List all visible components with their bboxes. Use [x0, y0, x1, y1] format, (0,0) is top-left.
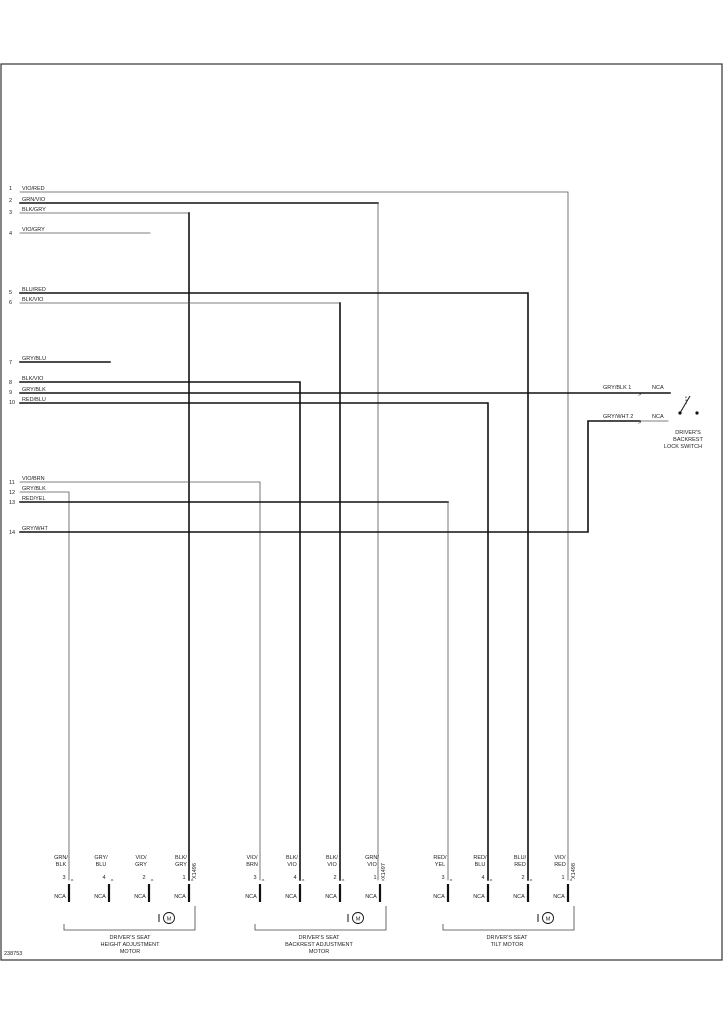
motor-pin-number: 2 — [333, 875, 337, 881]
motor-label: TILT MOTOR — [490, 942, 524, 948]
motor-pin-color-label: VIO/ — [554, 855, 566, 861]
motor-pin-number: 3 — [253, 875, 257, 881]
motor-pin-nca: NCA — [245, 894, 257, 900]
motor-pin-color-label: GRY/ — [94, 855, 108, 861]
pin-number: 3 — [9, 210, 13, 216]
wire-color-label: GRY/BLK — [22, 486, 46, 492]
terminal-mark: ^ — [489, 879, 493, 885]
motor-body-outline — [64, 906, 195, 930]
motor-pin-color-label: YEL — [434, 862, 446, 868]
motor-pin-nca: NCA — [433, 894, 445, 900]
motor-pin-number: 1 — [373, 875, 377, 881]
pin-number: 4 — [9, 231, 13, 237]
terminal-mark: ^ — [341, 879, 345, 885]
connector-id: X1497 — [381, 863, 387, 879]
pin-number: 1 — [9, 186, 13, 192]
connector-pins — [9, 186, 49, 536]
motor-pin-color-label: RED — [514, 862, 526, 868]
wire-color-label: BLK/VIO — [22, 376, 44, 382]
motor-pin-color-label: BLU/ — [513, 855, 527, 861]
motor-pin-number: 3 — [441, 875, 445, 881]
pin-number: 5 — [9, 290, 13, 296]
wires — [20, 192, 670, 880]
wire-pin10 — [20, 403, 488, 880]
switch-label: LOCK SWITCH — [663, 444, 703, 450]
motor-label: HEIGHT ADJUSTMENT — [100, 942, 160, 948]
motor-pin-color-label: RED/ — [473, 855, 487, 861]
motor-pin-nca: NCA — [134, 894, 146, 900]
motor-pin-nca: NCA — [174, 894, 186, 900]
motor-pin-number: 3 — [62, 875, 66, 881]
motor-pin-color-label: BLK — [55, 862, 67, 868]
motor-pin-nca: NCA — [473, 894, 485, 900]
motor-pin-nca: NCA — [54, 894, 66, 900]
pin-number: 2 — [9, 198, 13, 204]
switch-wire-label-2: GRY/WHT 2 — [603, 414, 634, 420]
terminal-mark: ^ — [190, 879, 194, 885]
pin-number: 9 — [9, 390, 13, 396]
wire-pin1 — [20, 192, 568, 880]
wire-pin14 — [20, 421, 640, 532]
pin-number: 13 — [9, 500, 16, 506]
terminal-mark: ^ — [301, 879, 305, 885]
motor-pin-number: 2 — [142, 875, 146, 881]
motor-pin-nca: NCA — [553, 894, 565, 900]
wire-pin11 — [20, 482, 260, 880]
terminal-mark: ^ — [70, 879, 74, 885]
motor-pin-color-label: GRN/ — [365, 855, 379, 861]
switch-nca-2: NCA — [652, 414, 664, 420]
motor-label: DRIVER'S SEAT — [109, 935, 151, 941]
wire-color-label: GRN/VIO — [22, 197, 46, 203]
wire-color-label: RED/YEL — [22, 496, 46, 502]
motor-connector-group — [245, 855, 387, 955]
motor-pin-color-label: VIO — [327, 862, 337, 868]
motor-pin-color-label: VIO/ — [135, 855, 147, 861]
pin-number: 6 — [9, 300, 13, 306]
motor-pin-number: 4 — [481, 875, 485, 881]
wire-color-label: VIO/GRY — [22, 227, 45, 233]
motor-pin-color-label: RED — [554, 862, 566, 868]
pin-number: 10 — [9, 400, 16, 406]
terminal-mark: ^ — [449, 879, 453, 885]
motor-pin-number: 2 — [521, 875, 525, 881]
terminal-mark: ^ — [110, 879, 114, 885]
wire-color-label: RED/BLU — [22, 397, 46, 403]
pin-number: 14 — [9, 530, 16, 536]
switch-nca-1: NCA — [652, 385, 664, 391]
motor-pin-color-label: BLK/ — [326, 855, 338, 861]
terminal-mark: ^ — [261, 879, 265, 885]
motor-pin-color-label: BLU — [95, 862, 107, 868]
motor-pin-color-label: BLK/ — [286, 855, 298, 861]
motor-pin-nca: NCA — [285, 894, 297, 900]
motor-pin-color-label: VIO — [367, 862, 377, 868]
pin-number: 12 — [9, 490, 16, 496]
wire-color-label: GRY/BLK — [22, 387, 46, 393]
pin-number: 7 — [9, 360, 13, 366]
motor-connector-group — [54, 855, 198, 955]
motor-pin-color-label: BRN — [246, 862, 258, 868]
motor-connector-group — [433, 855, 577, 948]
motor-label: DRIVER'S SEAT — [298, 935, 340, 941]
motor-pin-color-label: GRN/ — [54, 855, 68, 861]
motor-label: BACKREST ADJUSTMENT — [285, 942, 353, 948]
motor-pin-number: 4 — [293, 875, 297, 881]
motor-pin-color-label: GRY — [175, 862, 187, 868]
wire-pin5 — [20, 293, 528, 880]
terminal-mark: ^ — [529, 879, 533, 885]
motor-body-outline — [255, 906, 386, 930]
motor-pin-color-label: BLK/ — [175, 855, 187, 861]
connector-id: X1496 — [192, 863, 198, 879]
motor-pin-number: 1 — [561, 875, 565, 881]
wire-color-label: BLK/GRY — [22, 207, 46, 213]
diagram-frame — [1, 64, 722, 960]
motor-pin-color-label: RED/ — [433, 855, 447, 861]
motor-pin-color-label: VIO — [287, 862, 297, 868]
pin-number: 8 — [9, 380, 13, 386]
motor-label: MOTOR — [119, 949, 141, 955]
motor-pin-number: 4 — [102, 875, 106, 881]
wire-color-label: BLK/VIO — [22, 297, 44, 303]
backrest-lock-switch — [603, 385, 703, 450]
motor-label: MOTOR — [308, 949, 330, 955]
switch-label: BACKREST — [673, 437, 703, 443]
wire-color-label: BLU/RED — [22, 287, 46, 293]
motor-pin-nca: NCA — [325, 894, 337, 900]
motor-symbol-letter: M — [545, 916, 551, 923]
figure-id: 238753 — [4, 951, 23, 957]
wire-pin8 — [20, 382, 300, 880]
motor-symbol-letter: M — [355, 916, 361, 923]
motor-pin-nca: NCA — [94, 894, 106, 900]
switch-contact-icon — [695, 411, 698, 414]
motor-body-outline — [443, 906, 574, 930]
svg-text:>: > — [638, 392, 642, 398]
pin-number: 11 — [9, 480, 15, 486]
motor-pin-number: 1 — [182, 875, 186, 881]
svg-text:>: > — [638, 420, 642, 426]
wire-color-label: VIO/BRN — [22, 476, 45, 482]
motor-symbol-letter: M — [166, 916, 172, 923]
wire-color-label: GRY/WHT — [22, 526, 48, 532]
terminal-mark: ^ — [150, 879, 154, 885]
switch-blade-icon — [680, 396, 690, 413]
terminal-mark: ^ — [381, 879, 385, 885]
switch-label: DRIVER'S — [675, 430, 701, 436]
wire-color-label: VIO/RED — [22, 186, 45, 192]
motor-pin-nca: NCA — [513, 894, 525, 900]
motor-connectors — [54, 855, 577, 955]
wire-color-label: GRY/BLU — [22, 356, 47, 362]
motor-label: DRIVER'S SEAT — [486, 935, 528, 941]
wire-pin12 — [20, 492, 69, 880]
motor-pin-color-label: VIO/ — [246, 855, 258, 861]
motor-pin-color-label: BLU — [474, 862, 486, 868]
motor-pin-nca: NCA — [365, 894, 377, 900]
connector-id: X1498 — [571, 863, 577, 879]
switch-wire-label-1: GRY/BLK 1 — [603, 385, 632, 391]
motor-pin-color-label: GRY — [135, 862, 147, 868]
terminal-mark: ^ — [569, 879, 573, 885]
